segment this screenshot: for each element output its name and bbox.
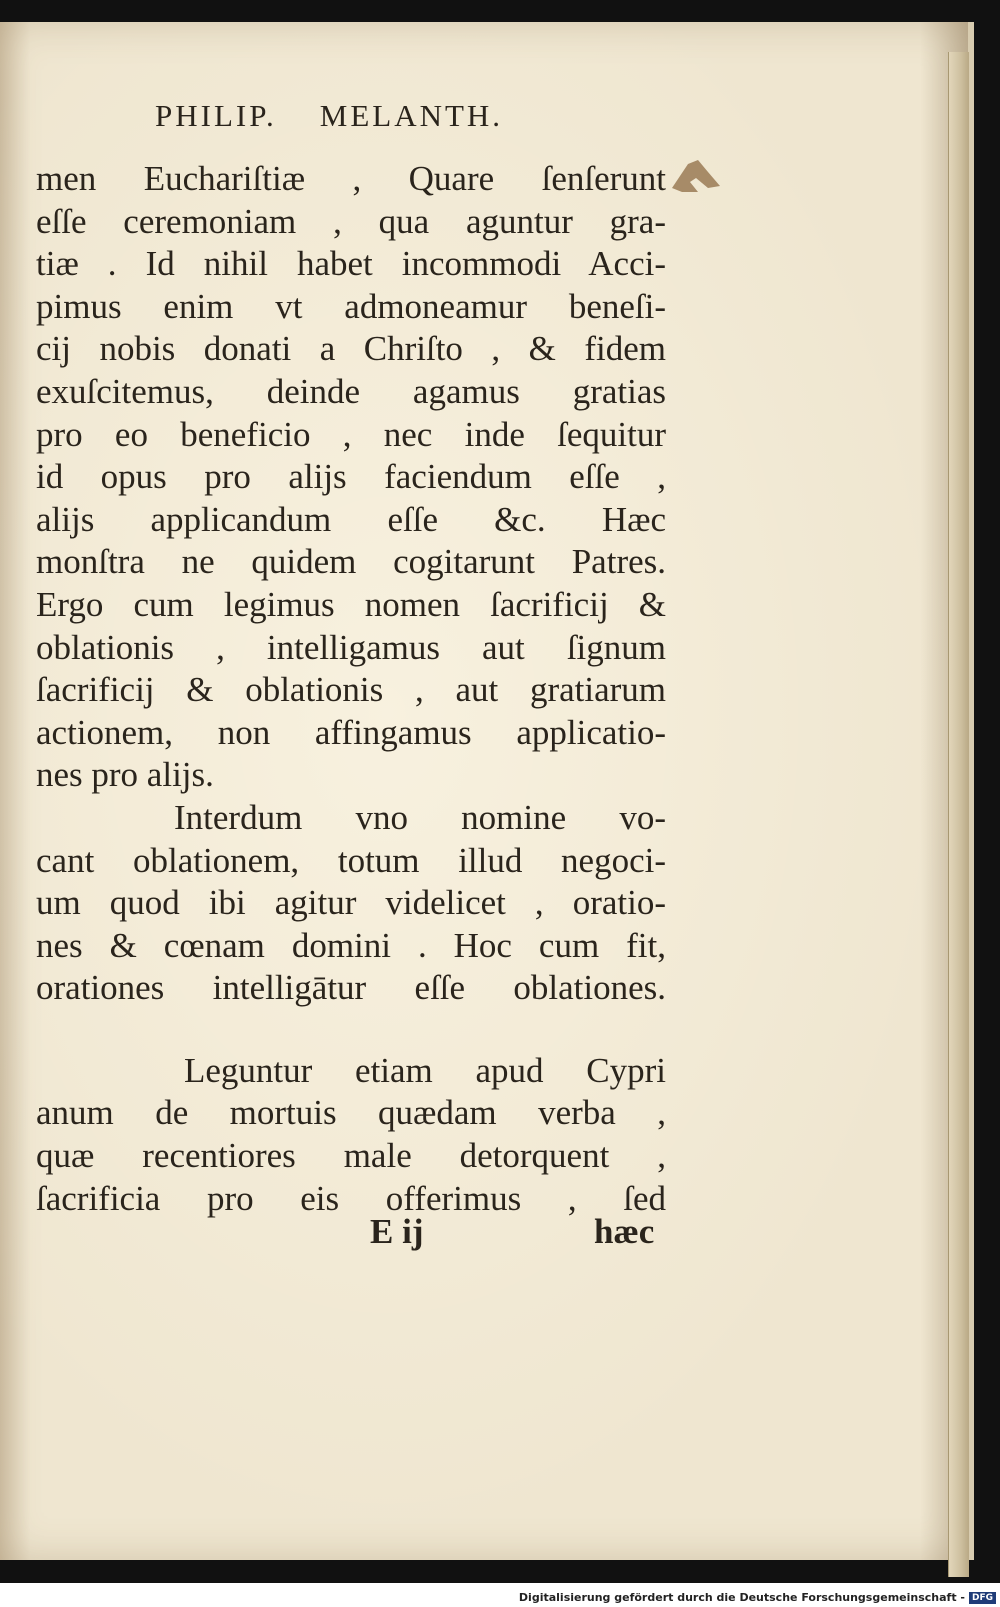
text-line: Ergo cum legimus nomen ſacrificij & — [36, 584, 666, 624]
text-line: um quod ibi agitur videlicet , oratio- — [36, 883, 666, 923]
signature-mark: E ij — [370, 1212, 424, 1251]
main-text — [36, 158, 666, 1220]
text-line: anum de mortuis quædam verba , — [36, 1093, 666, 1133]
text-line: tiæ . Id nihil habet incommodi Acci- — [36, 244, 666, 284]
text-line: nes pro alijs. — [36, 755, 214, 795]
running-head: PHILIP. MELANTH. — [155, 98, 504, 133]
text-line: eſſe ceremoniam , qua aguntur gra- — [36, 201, 666, 241]
text-line: nes & cœnam domini . Hoc cum fit, — [36, 925, 666, 965]
text-line: alijs applicandum eſſe &c. Hæc — [36, 499, 666, 539]
margin-ink-mark — [668, 158, 724, 202]
text-line: Interdum vno nomine vo- — [174, 797, 666, 837]
text-line: ſacrificia pro eis offerimus , ſed — [36, 1178, 666, 1218]
text-line: pro eo beneficio , nec inde ſequitur — [36, 414, 666, 454]
footer-credit — [519, 1591, 996, 1604]
text-line: cant oblationem, totum illud negoci- — [36, 840, 666, 880]
text-line: oblationis , intelligamus aut ſignum — [36, 627, 666, 667]
dfg-logo-icon: DFG — [969, 1592, 996, 1604]
text-line: pimus enim vt admoneamur beneſi- — [36, 286, 666, 326]
text-line: cij nobis donati a Chriſto , & fidem — [36, 329, 666, 369]
text-line: ſacrificij & oblationis , aut gratiarum — [36, 670, 666, 710]
footer-text: Digitalisierung gefördert durch die Deutsche Forschungsgemeinschaft - — [518, 1591, 965, 1604]
text-line: men Euchariſtiæ , Quare ſenſerunt — [36, 159, 666, 198]
text-line: quæ recentiores male detorquent , — [36, 1136, 666, 1176]
footer-bar — [0, 1583, 1000, 1607]
text-line: orationes intelligātur eſſe oblationes. — [36, 968, 666, 1008]
page-edge — [948, 52, 969, 1577]
text-line: id opus pro alijs faciendum eſſe , — [36, 457, 666, 497]
text-line: exuſcitemus, deinde agamus gratias — [36, 371, 666, 411]
catchword: hæc — [594, 1212, 655, 1251]
paragraph-gap — [36, 1010, 666, 1050]
text-line: actionem, non affingamus applicatio- — [36, 712, 666, 752]
text-line: monſtra ne quidem cogitarunt Patres. — [36, 542, 666, 582]
text-line: Leguntur etiam apud Cypri — [184, 1050, 666, 1090]
